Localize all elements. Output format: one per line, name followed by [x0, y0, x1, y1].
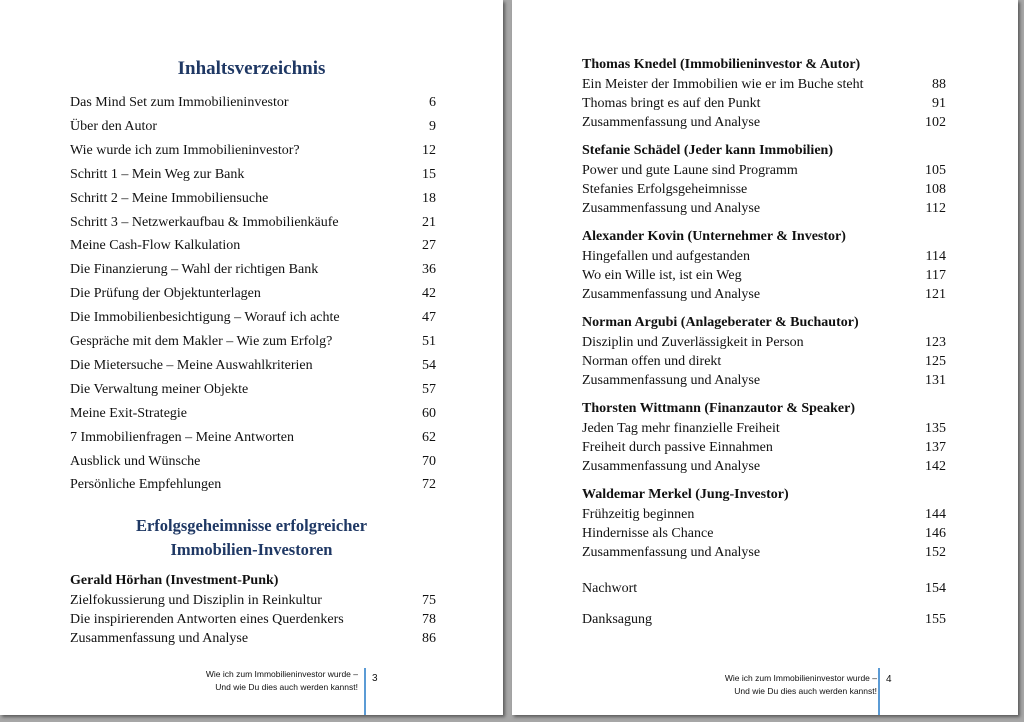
toc-entry-label: Nachwort	[582, 581, 638, 596]
toc-entry-label: Die Immobilienbesichtigung – Worauf ich achte	[70, 310, 340, 326]
toc-entry-label: Zusammenfassung und Analyse	[582, 287, 761, 302]
toc-entry-label: Zusammenfassung und Analyse	[582, 201, 761, 216]
footer-text	[206, 668, 358, 694]
toc-entry-label: Hindernisse als Chance	[582, 526, 714, 541]
toc-entry-page: 42	[422, 286, 436, 302]
toc-entry-label: Ein Meister der Immobilien wie er im Buche steht	[582, 77, 864, 92]
toc-entry-page: 62	[422, 429, 436, 445]
footer-line2: Und wie Du dies auch werden kannst!	[215, 682, 358, 692]
person-heading: Gerald Hörhan (Investment-Punk)	[70, 573, 279, 588]
toc-entry-page: 60	[422, 405, 436, 421]
toc-entry-page: 72	[422, 477, 436, 493]
toc-entry-label: Ausblick und Wünsche	[70, 453, 201, 469]
toc-entry-label: Die Mietersuche – Meine Auswahlkriterien	[70, 357, 313, 373]
person-heading: Thorsten Wittmann (Finanzautor & Speaker)	[582, 401, 856, 416]
toc-entry-label: Die Verwaltung meiner Objekte	[70, 381, 249, 397]
page-number: 4	[886, 674, 892, 685]
toc-entry-label: Freiheit durch passive Einnahmen	[582, 440, 773, 455]
person-heading: Norman Argubi (Anlageberater & Buchautor)	[582, 315, 859, 330]
footer-line2: Und wie Du dies auch werden kannst!	[734, 686, 877, 696]
toc-entry-label: Zusammenfassung und Analyse	[582, 373, 761, 388]
toc-entry-page: 108	[925, 182, 946, 197]
toc-entry-page: 142	[925, 459, 946, 474]
toc-entry-label: Thomas bringt es auf den Punkt	[582, 96, 761, 111]
footer-line1: Wie ich zum Immobilieninvestor wurde –	[205, 669, 358, 679]
toc-entry-label: Danksagung	[582, 612, 652, 627]
toc-entry-page: 54	[422, 357, 436, 373]
toc-entry-label: Persönliche Empfehlungen	[70, 477, 222, 493]
toc-entry-label: Wie wurde ich zum Immobilieninvestor?	[70, 142, 300, 158]
toc-entry-page: 114	[925, 249, 946, 264]
toc-entry-label: Schritt 2 – Meine Immobiliensuche	[70, 190, 269, 206]
toc-entry-page: 144	[925, 507, 946, 522]
toc-entry-label: Die inspirierenden Antworten eines Querdenkers	[70, 612, 344, 627]
toc-entry-page: 86	[422, 631, 436, 646]
toc-entry-page: 51	[422, 334, 436, 349]
toc-entry-page: 18	[422, 190, 436, 206]
toc-entry-label: Zusammenfassung und Analyse	[582, 545, 761, 560]
toc-entry-page: 112	[925, 201, 946, 216]
toc-entry-label: Power und gute Laune sind Programm	[582, 163, 798, 178]
person-heading: Waldemar Merkel (Jung-Investor)	[582, 487, 789, 502]
toc-entry-page: 125	[925, 354, 946, 369]
toc-entry-page: 91	[932, 96, 946, 111]
toc-entry-page: 57	[422, 381, 436, 397]
toc-entry-page: 21	[422, 214, 436, 230]
toc-entry-label: Jeden Tag mehr finanzielle Freiheit	[582, 421, 780, 436]
footer-text	[725, 672, 877, 698]
toc-entry-label: Hingefallen und aufgestanden	[582, 249, 750, 264]
section-title-line1: Erfolgsgeheimnisse erfolgreicher	[135, 516, 368, 535]
toc-entry-page: 123	[925, 335, 946, 350]
footer-line1: Wie ich zum Immobilieninvestor wurde –	[724, 673, 877, 683]
right-page	[512, 0, 1018, 715]
toc-entry-page: 6	[429, 95, 436, 110]
toc-entry-label: Zielfokussierung und Disziplin in Reinkultur	[70, 593, 322, 608]
toc-entry-page: 88	[932, 77, 946, 92]
toc-entry-page: 78	[422, 612, 436, 627]
toc-entry-page: 27	[422, 238, 436, 254]
toc-entry-page: 36	[422, 262, 436, 278]
toc-entry-page: 47	[422, 310, 436, 326]
toc-entry-label: Meine Cash-Flow Kalkulation	[70, 238, 241, 254]
toc-entry-label: Norman offen und direkt	[582, 354, 722, 369]
toc-entry-page: 105	[925, 163, 946, 178]
toc-entry-page: 75	[422, 593, 436, 608]
toc-entry-page: 152	[925, 545, 946, 560]
toc-entry-label: Disziplin und Zuverlässigkeit in Person	[582, 335, 804, 350]
toc-entry-label: Zusammenfassung und Analyse	[70, 631, 249, 646]
toc-entry-label: Meine Exit-Strategie	[70, 405, 188, 421]
toc-entry-label: Schritt 1 – Mein Weg zur Bank	[70, 166, 245, 182]
toc-entry-label: Schritt 3 – Netzwerkaufbau & Immobilienkäufe	[70, 214, 339, 230]
section-title-line2: Immobilien-Investoren	[170, 540, 333, 559]
person-heading: Alexander Kovin (Unternehmer & Investor)	[582, 229, 846, 244]
footer-divider	[878, 668, 880, 715]
page-number: 3	[372, 673, 378, 684]
toc-entry-page: 121	[925, 287, 946, 302]
toc-entry-label: Das Mind Set zum Immobilieninvestor	[70, 95, 289, 110]
toc-entry-page: 154	[925, 581, 946, 596]
toc-entry-page: 117	[925, 268, 946, 283]
footer-divider	[364, 668, 366, 715]
toc-entry-page: 135	[925, 421, 946, 436]
toc-entry-page: 15	[422, 166, 436, 182]
toc-entry-label: Über den Autor	[70, 118, 158, 134]
toc-entry-page: 70	[422, 453, 436, 469]
toc-entry-label: Stefanies Erfolgsgeheimnisse	[582, 182, 748, 197]
toc-entry-page: 131	[925, 373, 946, 388]
toc-entry-page: 155	[925, 612, 946, 627]
toc-entry-label: Die Finanzierung – Wahl der richtigen Bank	[70, 262, 319, 278]
toc-entry-page: 12	[422, 142, 436, 158]
toc-entry-page: 146	[925, 526, 946, 541]
toc-entry-label: Zusammenfassung und Analyse	[582, 115, 761, 130]
toc-entry-page: 102	[925, 115, 946, 130]
person-heading: Thomas Knedel (Immobilieninvestor & Autor)	[582, 57, 861, 72]
toc-entry-label: Wo ein Wille ist, ist ein Weg	[582, 268, 742, 283]
toc-entry-page: 137	[925, 440, 946, 455]
toc-entry-label: 7 Immobilienfragen – Meine Antworten	[70, 429, 294, 445]
toc-entry-label: Die Prüfung der Objektunterlagen	[70, 286, 261, 302]
person-heading: Stefanie Schädel (Jeder kann Immobilien)	[582, 143, 833, 158]
toc-title: Inhaltsverzeichnis	[177, 58, 326, 79]
toc-entry-label: Frühzeitig beginnen	[582, 507, 695, 522]
toc-entry-label: Zusammenfassung und Analyse	[582, 459, 761, 474]
toc-entry-page: 9	[429, 118, 436, 134]
left-page	[0, 0, 503, 715]
toc-entry-label: Gespräche mit dem Makler – Wie zum Erfolg?	[70, 334, 333, 349]
